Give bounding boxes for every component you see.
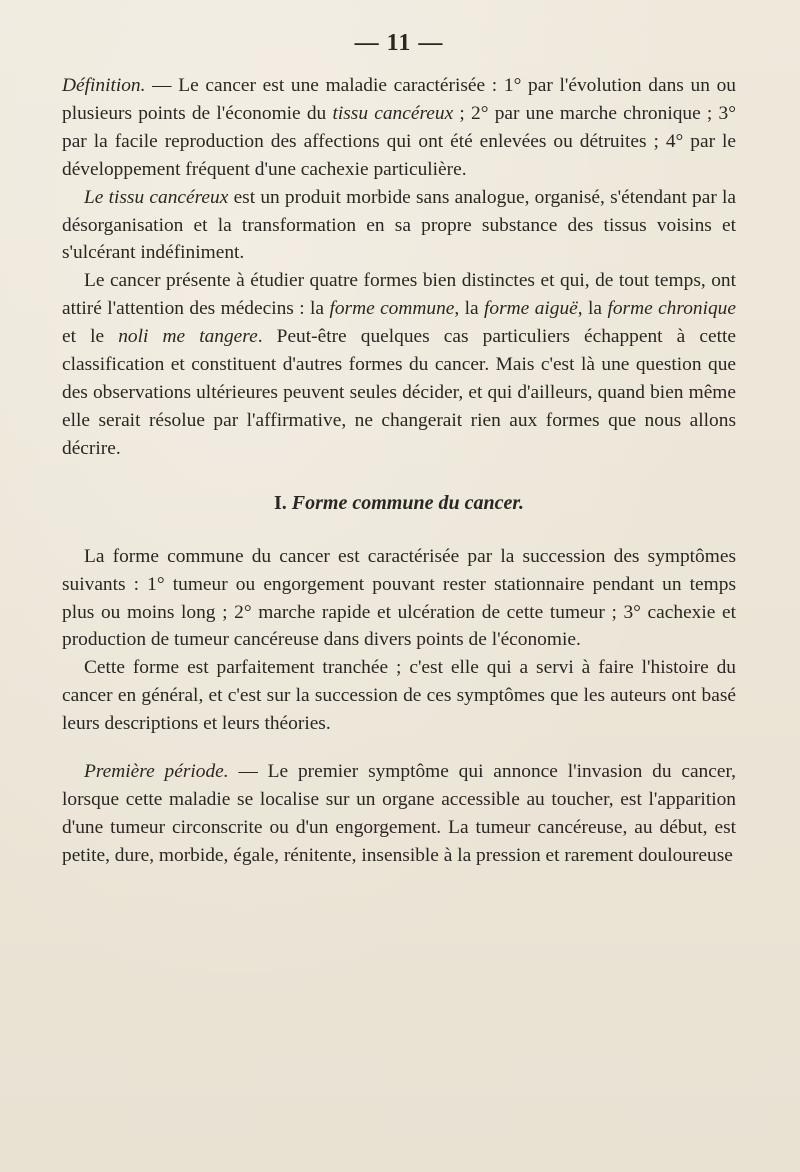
first-period-text: — Le premier symptôme qui annonce l'invasion du cancer, lorsque cette maladie se localise sur un organe accessible au toucher, est l'apparition d'une tumeur circonscrite ou d'un engorgement. La tumeur cancéreuse, au début, est petite, dure, morbide, égale, rénitente, insensible à la pression et rarement douloureuse bbox=[62, 761, 736, 866]
first-period-paragraph bbox=[62, 758, 736, 870]
forms-paragraph bbox=[62, 267, 736, 462]
form-aigue: forme aiguë bbox=[484, 298, 578, 320]
page-number: — 11 — bbox=[354, 30, 444, 56]
tissue-term: Le tissu cancéreux bbox=[84, 186, 229, 208]
form-chronique: forme chronique bbox=[607, 298, 736, 320]
form-commune: forme commune bbox=[329, 298, 455, 320]
definition-paragraph bbox=[62, 72, 736, 184]
first-period-lead: Première période. bbox=[84, 761, 229, 783]
forms-text-5: . Peut-être quelques cas particuliers échappent à cette classification et constituent d'autres formes du cancer. Mais c'est là une question que des observations ultérieures peuvent seules décider, et qui d'ailleurs, quand bien même elle serait résolue par l'affirmative, ne changerait rien aux formes que nous allons décrire. bbox=[62, 326, 736, 459]
section-numeral: I. bbox=[273, 491, 287, 514]
forms-text-4: et le bbox=[62, 326, 119, 348]
forms-text-1: Le cancer présente à étudier quatre formes bien distinctes et qui, de tout temps, ont attiré l'attention des médecins : la bbox=[62, 270, 736, 320]
definition-text-2: ; 2° par une marche chronique ; 3° par la facile reproduction des affections qui ont été enlevées ou détruites ; 4° par le développement fréquent d'une cachexie particulière. bbox=[62, 102, 736, 180]
paragraph-gap bbox=[62, 738, 736, 758]
section-title: Forme commune du cancer. bbox=[286, 491, 525, 514]
common-form-paragraph: La forme commune du cancer est caractérisée par la succession des symptômes suivants : 1° tumeur ou engorgement pouvant rester stationnaire pendant un temps plus ou moins long ; 2° marche rapide et ulcération de cette tumeur ; 3° cachexie et production de tumeur cancéreuse dans divers points de l'économie. bbox=[62, 545, 736, 651]
definition-term: tissu cancéreux bbox=[332, 102, 454, 124]
definition-text-1: — Le cancer est une maladie caractérisée : 1° par l'évolution dans un ou plusieurs points de l'économie du bbox=[62, 75, 736, 124]
tissue-text: est un produit morbide sans analogue, organisé, s'étendant par la désorganisation et la transformation en sa propre substance des tissus voisins et s'ulcérant indéfiniment. bbox=[62, 186, 736, 264]
section-heading bbox=[62, 489, 736, 517]
forms-text-2: , la bbox=[454, 298, 485, 320]
forms-text-3: , la bbox=[577, 298, 608, 320]
form-noli-me-tangere: noli me tangere bbox=[118, 326, 258, 348]
tissue-paragraph bbox=[62, 184, 736, 268]
clear-form-paragraph: Cette forme est parfaitement tranchée ; c'est elle qui a servi à faire l'histoire du cancer en général, et c'est sur la succession de ces symptômes que les auteurs ont basé leurs descriptions et leurs théories. bbox=[62, 657, 736, 735]
definition-lead: Définition. bbox=[62, 75, 146, 96]
